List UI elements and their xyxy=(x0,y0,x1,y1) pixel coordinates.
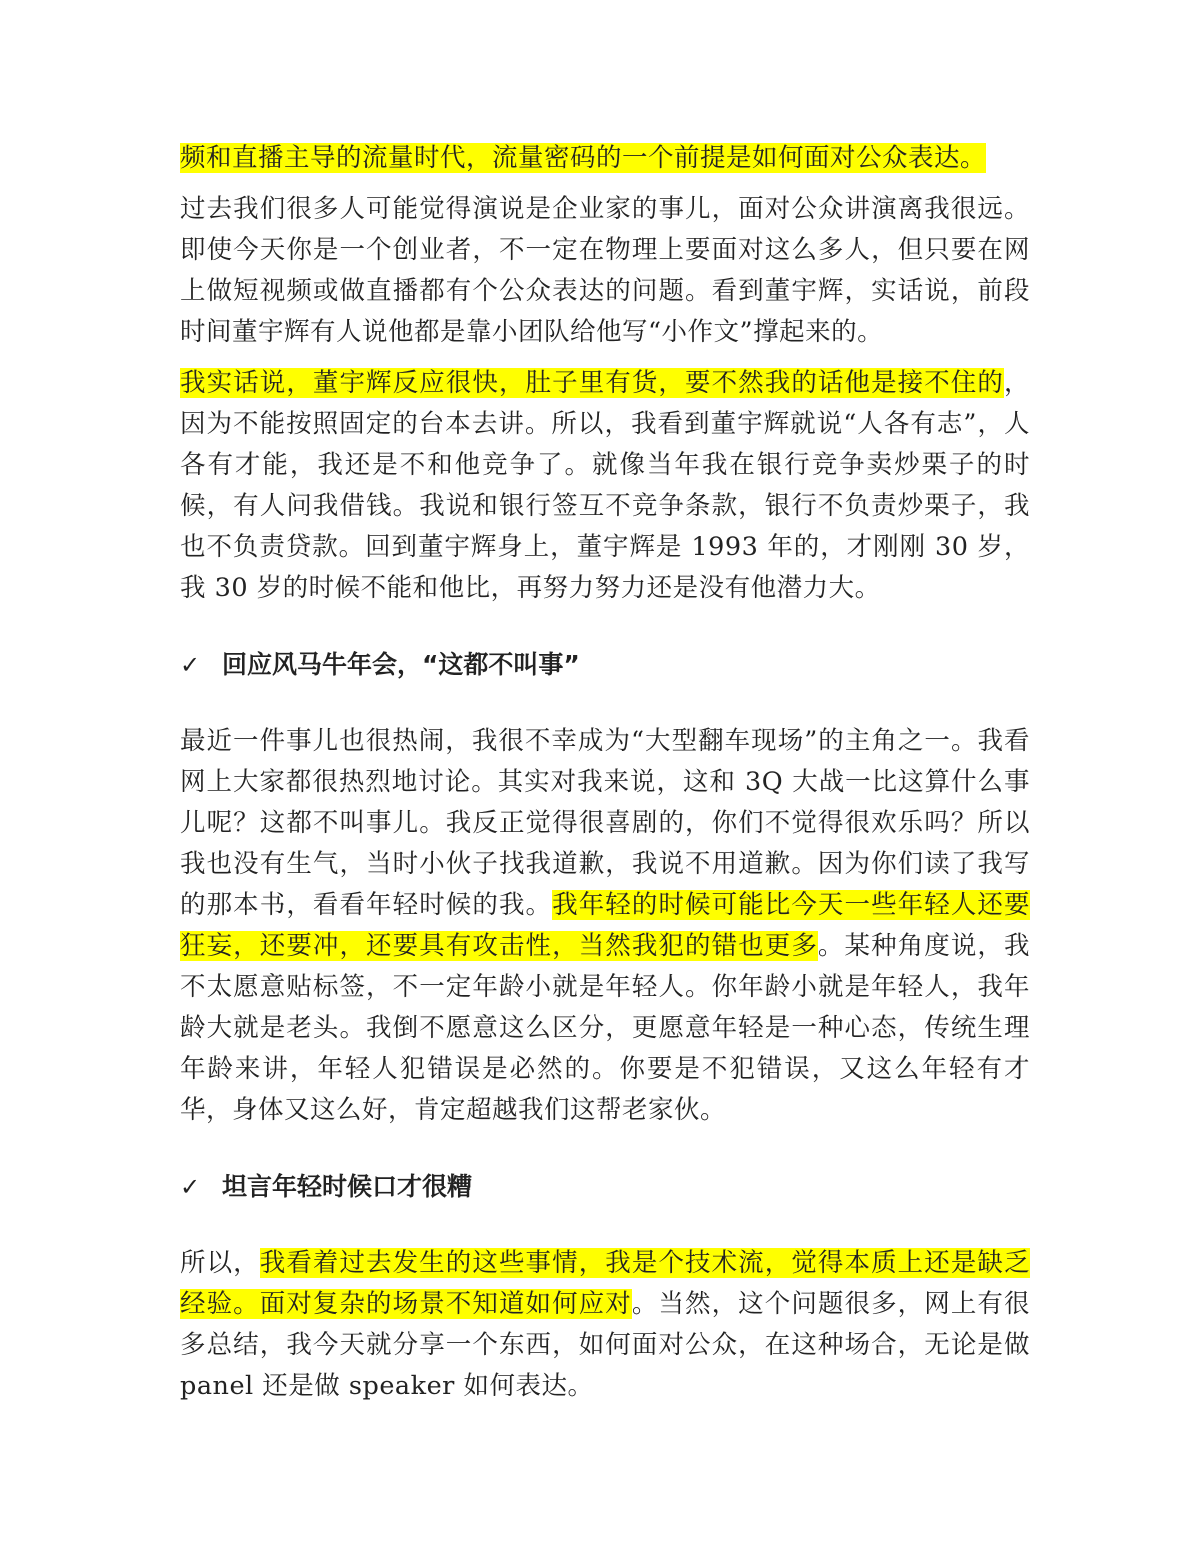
section-heading-text: 坦言年轻时候口才很糟 xyxy=(222,1172,473,1201)
paragraph-2: 过去我们很多人可能觉得演说是企业家的事儿，面对公众讲演离我很远。即使今天你是一个创业者，不一定在物理上要面对这么多人，但只要在网上做短视频或做直播都有个公众表达的问题。看到董宇辉，实话说，前段时间董宇辉有人说他都是靠小团队给他写“小作文”撑起来的。 xyxy=(180,194,1030,347)
paragraph-text: 。当然，这个问题很多，网上有很多总结，我今天就分享一个东西，如何面对公众，在这种场合，无论是做 panel 还是做 speaker 如何表达。 xyxy=(180,1289,1030,1401)
section-heading-1 xyxy=(180,645,1030,685)
paragraph-5 xyxy=(180,1243,1030,1407)
checkmark-icon: ✓ xyxy=(180,1173,201,1201)
paragraph-1 xyxy=(180,138,1030,179)
highlight-span: 我年轻的时候可能比今天一些年轻人还要狂妄，还要冲，还要具有攻击性，当然我犯的错也更多 xyxy=(180,890,1030,961)
paragraph-text: 最近一件事儿也很热闹，我很不幸成为“大型翻车现场”的主角之一。我看网上大家都很热烈地讨论。其实对我来说，这和 3Q 大战一比这算什么事儿呢？这都不叫事儿。我反正觉得很喜剧的，你们不觉得很欢乐吗？所以我也没有生气，当时小伙子找我道歉，我说不用道歉。因为你们读了我写的那本书，看看年轻时候的我。 xyxy=(180,726,1030,920)
highlight-span: 频和直播主导的流量时代，流量密码的一个前提是如何面对公众表达。 xyxy=(180,143,987,173)
paragraph-text: 。某种角度说，我不太愿意贴标签，不一定年龄小就是年轻人。你年龄小就是年轻人，我年龄大就是老头。我倒不愿意这么区分，更愿意年轻是一种心态，传统生理年龄来讲，年轻人犯错误是必然的。你要是不犯错误，又这么年轻有才华，身体又这么好，肯定超越我们这帮老家伙。 xyxy=(180,931,1030,1125)
paragraph-3 xyxy=(180,363,1030,609)
paragraph-4 xyxy=(180,721,1030,1131)
paragraph-text: 所以， xyxy=(180,1248,260,1278)
paragraph-text: ，因为不能按照固定的台本去讲。所以，我看到董宇辉就说“人各有志”，人各有才能，我还是不和他竞争了。就像当年我在银行竞争卖炒栗子的时候，有人问我借钱。我说和银行签互不竞争条款，银行不负责炒栗子，我也不负责贷款。回到董宇辉身上，董宇辉是 1993 年的，才刚刚 30 岁，我 30 岁的时候不能和他比，再努力努力还是没有他潜力大。 xyxy=(180,368,1030,603)
highlight-span: 我看着过去发生的这些事情，我是个技术流，觉得本质上还是缺乏经验。面对复杂的场景不知道如何应对 xyxy=(180,1248,1030,1319)
document-page xyxy=(180,138,1030,1407)
highlight-span: 我实话说，董宇辉反应很快，肚子里有货，要不然我的话他是接不住的 xyxy=(180,368,1004,398)
section-heading-text: 回应风马牛年会，“这都不叫事” xyxy=(222,650,580,679)
section-heading-2 xyxy=(180,1167,1030,1207)
checkmark-icon: ✓ xyxy=(180,651,201,679)
